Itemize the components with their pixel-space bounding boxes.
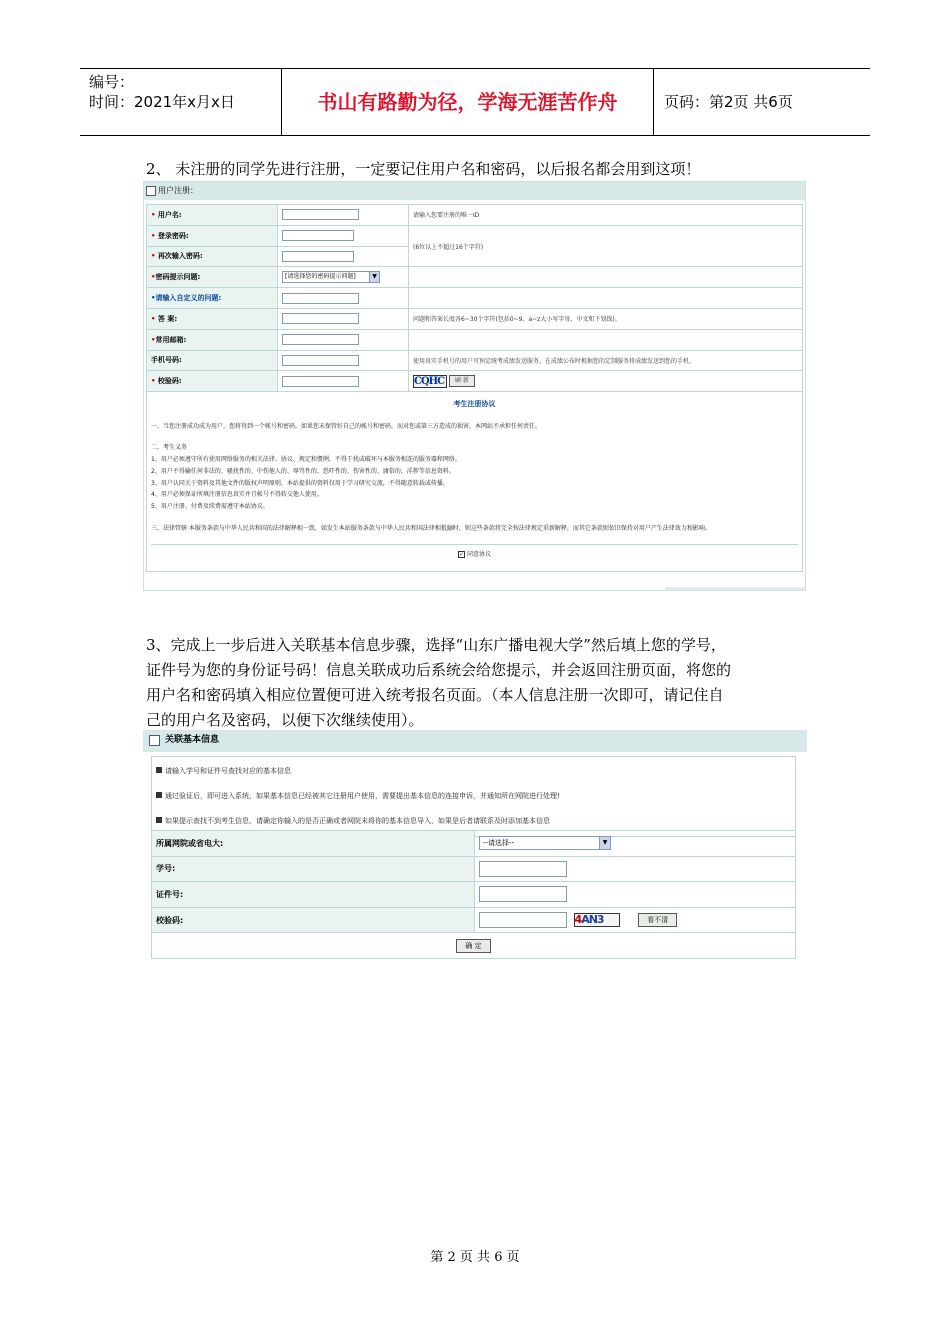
agreement-title: 考生注册协议 xyxy=(453,400,496,408)
email-input[interactable] xyxy=(282,334,359,345)
step2-text: 2、 未注册的同学先进行注册，一定要记住用户名和密码，以后报名都会用到这项！ xyxy=(146,160,701,178)
username-label: 用户名: xyxy=(157,210,182,219)
registration-form xyxy=(146,204,803,392)
form-row xyxy=(152,831,796,857)
form-row xyxy=(147,288,803,309)
email-label: 常用邮箱: xyxy=(155,335,187,344)
link-info-screenshot xyxy=(143,730,807,958)
agreement-item: 2、用户不得输任何非法的、骚扰性的、中伤他人的、辱骂性的、恐吓性的、伤害性的、庸俗的，淫秽等信息资料。 xyxy=(151,467,455,475)
captcha-label: 校验码: xyxy=(152,907,475,933)
page-header xyxy=(80,68,870,136)
agreement-p3: 三、法律管辖 本服务条款与中华人民共和国的法律解释相一致，如发生本站服务条款与中华人民共和国法律相抵触时，则这些条款将完全按法律规定重新解释，而其它条款则依旧保持对用户产生法律效力和影响。 xyxy=(151,524,711,532)
cert-label: 证件号: xyxy=(152,882,475,908)
username-input[interactable] xyxy=(282,209,359,220)
required-star: • xyxy=(151,294,156,303)
captcha-image: 4AN3 xyxy=(574,913,620,927)
refresh-captcha-button[interactable]: 刷 新 xyxy=(449,375,475,387)
captcha-input[interactable] xyxy=(479,912,567,928)
agree-row xyxy=(151,544,798,561)
select-value: [请选择您的密码提示问题] xyxy=(285,273,356,281)
username-tip: 请输入您要注册的唯一ID xyxy=(409,205,803,226)
agreement-panel xyxy=(146,389,803,572)
time-label: 时间：2021年x月x日 xyxy=(89,93,235,111)
registration-title-text: 用户注册： xyxy=(158,186,198,195)
confirm-button[interactable]: 确 定 xyxy=(456,939,490,953)
header-meta xyxy=(80,69,282,135)
registration-title xyxy=(144,182,805,200)
student-id-input[interactable] xyxy=(479,861,567,877)
hint-question-select[interactable] xyxy=(282,271,380,283)
step3-line: 己的用户名及密码，以便下次继续使用）。 xyxy=(146,711,424,729)
required-star: • xyxy=(151,377,156,386)
agree-label: 同意协议 xyxy=(466,551,491,559)
form-row xyxy=(147,308,803,329)
note-item: 请输入学号和证件号查找对应的基本信息 xyxy=(156,759,791,784)
header-motto: 书山有路勤为径，学海无涯苦作舟 xyxy=(282,69,654,135)
password-tip: (6位以上不超过16个字符) xyxy=(409,225,803,267)
answer-label: 答 案: xyxy=(157,314,178,323)
form-row xyxy=(147,205,803,226)
link-info-title xyxy=(143,730,807,752)
bullet-icon xyxy=(156,817,162,823)
form-row xyxy=(152,907,796,933)
page-footer: 第 2 页 共 6 页 xyxy=(430,1250,520,1265)
school-label: 所属网院或省电大: xyxy=(152,831,475,857)
required-star: • xyxy=(151,210,156,219)
school-select[interactable] xyxy=(479,836,611,850)
required-star: • xyxy=(151,231,156,240)
agree-checkbox[interactable]: ✓ xyxy=(459,551,465,559)
form-row xyxy=(152,882,796,908)
header-page: 页码：第2页 共6页 xyxy=(664,93,793,111)
note-item: 如果提示查找不到考生信息，请确定你输入的是否正确或者网院未将你的基本信息导入，如果是后者请联系及时添加基本信息 xyxy=(156,809,791,834)
agreement-item: 5、用户注册、付费及续费需遵守本站协议。 xyxy=(151,502,269,510)
required-star: • xyxy=(151,335,156,344)
form-row xyxy=(147,225,803,246)
captcha-label: 校验码: xyxy=(157,377,182,386)
step3-line: 用户名和密码填入相应位置便可进入统考报名页面。（本人信息注册一次即可，请记住自 xyxy=(146,686,724,704)
hint-question-label: 密码提示问题: xyxy=(155,273,201,282)
edit-icon xyxy=(149,735,160,746)
link-info-notes xyxy=(151,756,796,837)
step3-line: 3、完成上一步后进入关联基本信息步骤，选择“山东广播电视大学”然后填上您的学号， xyxy=(146,636,726,654)
answer-input[interactable] xyxy=(282,313,359,324)
answer-tip: 问题和答案长度各6~30个字符(包括0~9、a~z大小写字母、中文和下划线)。 xyxy=(409,308,803,329)
required-star: • xyxy=(151,252,156,261)
cert-input[interactable] xyxy=(479,886,567,902)
status-bar xyxy=(665,587,805,591)
number-label: 编号： xyxy=(89,73,135,91)
step3-line: 证件号为您的身份证号码！信息关联成功后系统会给您提示，并会返回注册页面，将您的 xyxy=(146,661,732,679)
chevron-down-icon: ▼ xyxy=(599,837,610,849)
link-info-title-text: 关联基本信息 xyxy=(165,735,220,745)
note-item: 通过验证后，即可进入系统，如果基本信息已经被其它注册用户使用，需要提出基本信息的连接申诉，并通知所在网院进行处理! xyxy=(156,784,791,809)
password-confirm-input[interactable] xyxy=(282,251,354,262)
link-info-form xyxy=(151,830,796,959)
agreement-item: 1、用户必须遵守所有使用网络服务的相关法律、协议、规定和惯例，不得干扰或破坏与本服务相连的服务器和网络。 xyxy=(151,456,461,464)
registration-screenshot xyxy=(143,181,806,591)
captcha-image: CQHC xyxy=(413,375,447,388)
form-row xyxy=(147,350,803,371)
custom-question-input[interactable] xyxy=(282,293,359,304)
password-confirm-label: 再次输入密码: xyxy=(157,252,203,261)
form-row xyxy=(152,933,796,959)
student-id-label: 学号: xyxy=(152,856,475,882)
step3-text xyxy=(146,633,731,733)
agreement-p2: 二、考生义务 xyxy=(151,444,188,452)
edit-icon xyxy=(146,186,156,196)
form-row xyxy=(147,267,803,288)
phone-label: 手机号码: xyxy=(151,356,182,365)
bullet-icon xyxy=(156,767,162,773)
required-star: • xyxy=(151,273,156,282)
agreement-p1: 一、当您注册成功成为用户，您将得到一个帐号和密码。如果您未保管好自己的帐号和密码，而对您或第三方造成的损害，本网站不承担任何责任。 xyxy=(151,422,542,430)
password-input[interactable] xyxy=(282,230,354,241)
required-star: • xyxy=(151,314,156,323)
select-value: --请选择-- xyxy=(483,839,515,848)
agreement-item: 3、用户认同关于资料及其他文件的版权声明原则，本站提供的资料仅用于学习研究交流，不得随意转载或传播。 xyxy=(151,479,449,487)
agreement-item: 4、用户必须保证所填注册信息真实并且帐号不得转交他人使用。 xyxy=(151,491,323,499)
bullet-icon xyxy=(156,792,162,798)
form-row xyxy=(147,329,803,350)
phone-tip: 使用真实手机号的用户可预定统考成绩发送服务，在成绩公布时根据您的定制服务将成绩发送到您的手机。 xyxy=(409,350,803,371)
custom-question-label: 请输入自定义的问题: xyxy=(155,294,222,303)
form-row xyxy=(152,856,796,882)
refresh-captcha-button[interactable]: 看不清 xyxy=(638,913,677,927)
chevron-down-icon: ▼ xyxy=(369,272,379,282)
captcha-input[interactable] xyxy=(282,376,359,387)
password-label: 登录密码: xyxy=(157,231,189,240)
phone-input[interactable] xyxy=(282,355,359,366)
